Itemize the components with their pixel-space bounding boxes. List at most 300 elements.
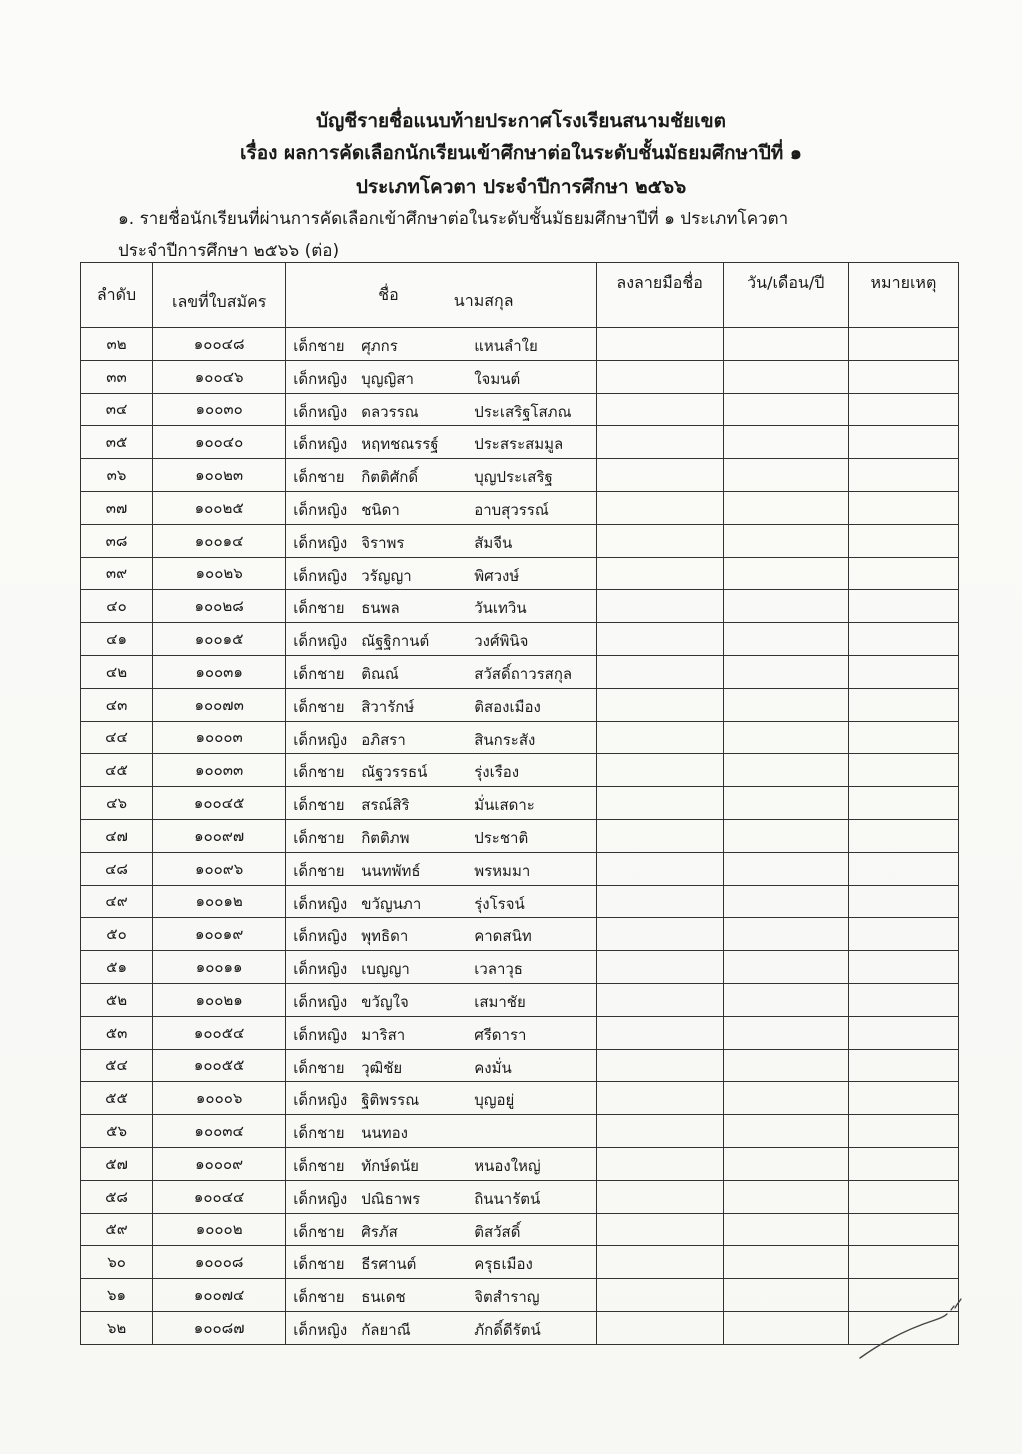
row-application-number: ๑๐๐๙๗ (153, 819, 286, 852)
row-first-name: กิตติภพ (361, 828, 410, 847)
row-prefix: เด็กชาย (293, 796, 345, 815)
row-signature-cell (596, 1049, 723, 1082)
row-name (286, 1213, 596, 1246)
row-last-name: อาบสุวรรณ์ (474, 500, 549, 519)
table-row (81, 688, 959, 721)
row-no: ๔๖ (81, 787, 153, 820)
row-name (286, 688, 596, 721)
row-note-cell (848, 1147, 958, 1180)
row-date-cell (723, 688, 848, 721)
row-note-cell (848, 426, 958, 459)
row-last-name: ครุธเมือง (474, 1255, 533, 1274)
row-name (286, 819, 596, 852)
row-signature-cell (596, 557, 723, 590)
row-application-number: ๑๐๐๓๓ (153, 754, 286, 787)
row-note-cell (848, 983, 958, 1016)
row-no: ๕๒ (81, 983, 153, 1016)
row-signature-cell (596, 459, 723, 492)
header-signature: ลงลายมือชื่อ (596, 263, 723, 328)
row-application-number: ๑๐๐๕๔ (153, 1016, 286, 1049)
table-header-row (81, 263, 959, 328)
row-name (286, 360, 596, 393)
row-note-cell (848, 1082, 958, 1115)
row-first-name: สรณ์สิริ (361, 796, 410, 815)
row-prefix: เด็กหญิง (293, 533, 348, 552)
row-name (286, 328, 596, 361)
row-date-cell (723, 1082, 848, 1115)
row-application-number: ๑๐๐๒๖ (153, 557, 286, 590)
row-last-name: ภักดิ์ดีรัตน์ (474, 1320, 541, 1339)
row-no: ๓๗ (81, 491, 153, 524)
table-row (81, 590, 959, 623)
row-prefix: เด็กหญิง (293, 927, 348, 946)
table-row (81, 459, 959, 492)
table-row (81, 623, 959, 656)
row-date-cell (723, 328, 848, 361)
table-row (81, 885, 959, 918)
table-row (81, 1082, 959, 1115)
row-application-number: ๑๐๐๔๔ (153, 1180, 286, 1213)
row-last-name: รุ่งโรจน์ (474, 894, 525, 913)
row-application-number: ๑๐๐๐๖ (153, 1082, 286, 1115)
intro-line-2: ประจำปีการศึกษา ๒๕๖๖ (ต่อ) (118, 241, 340, 261)
row-no: ๔๓ (81, 688, 153, 721)
row-signature-cell (596, 328, 723, 361)
row-first-name: ศิรภัส (361, 1222, 398, 1241)
row-first-name: หฤทชณรรฐ์ (361, 435, 439, 454)
row-date-cell (723, 1016, 848, 1049)
row-prefix: เด็กชาย (293, 468, 345, 487)
row-name (286, 951, 596, 984)
row-application-number: ๑๐๐๔๕ (153, 787, 286, 820)
row-no: ๔๘ (81, 852, 153, 885)
row-prefix: เด็กหญิง (293, 1189, 348, 1208)
table-row (81, 918, 959, 951)
header-no: ลำดับ (81, 263, 153, 328)
row-application-number: ๑๐๐๘๗ (153, 1311, 286, 1344)
row-prefix: เด็กหญิง (293, 992, 348, 1011)
row-note-cell (848, 623, 958, 656)
row-date-cell (723, 852, 848, 885)
row-note-cell (848, 885, 958, 918)
row-application-number: ๑๐๐๑๕ (153, 623, 286, 656)
row-application-number: ๑๐๐๑๑ (153, 951, 286, 984)
row-date-cell (723, 590, 848, 623)
row-last-name: สินกระสัง (474, 730, 536, 749)
row-date-cell (723, 360, 848, 393)
row-no: ๔๑ (81, 623, 153, 656)
row-signature-cell (596, 491, 723, 524)
row-prefix: เด็กหญิง (293, 960, 348, 979)
row-prefix: เด็กหญิง (293, 730, 348, 749)
row-signature-cell (596, 721, 723, 754)
row-first-name: กัลยาณี (361, 1320, 411, 1339)
row-last-name: พิศวงษ์ (474, 566, 520, 585)
header-date: วัน/เดือน/ปี (723, 263, 848, 328)
row-last-name: พรหมมา (474, 861, 531, 880)
row-signature-cell (596, 852, 723, 885)
row-no: ๕๗ (81, 1147, 153, 1180)
table-row (81, 655, 959, 688)
row-first-name: ณัฐฐิกานต์ (361, 632, 430, 651)
row-note-cell (848, 721, 958, 754)
row-application-number: ๑๐๐๑๙ (153, 918, 286, 951)
row-prefix: เด็กชาย (293, 763, 345, 782)
row-signature-cell (596, 1180, 723, 1213)
table-body (81, 328, 959, 1345)
row-last-name: ศรีดารา (474, 1025, 527, 1044)
row-note-cell (848, 1049, 958, 1082)
row-first-name: พุทธิดา (361, 927, 409, 946)
row-name (286, 426, 596, 459)
row-signature-cell (596, 819, 723, 852)
row-application-number: ๑๐๐๔๖ (153, 360, 286, 393)
table-row (81, 393, 959, 426)
row-signature-cell (596, 1082, 723, 1115)
row-no: ๕๕ (81, 1082, 153, 1115)
row-name (286, 1246, 596, 1279)
row-prefix: เด็กชาย (293, 1255, 345, 1274)
row-prefix: เด็กชาย (293, 664, 345, 683)
row-date-cell (723, 459, 848, 492)
row-application-number: ๑๐๐๑๔ (153, 524, 286, 557)
row-last-name: มั่นเสดาะ (474, 796, 535, 815)
row-first-name: สิวารักษ์ (361, 697, 415, 716)
row-note-cell (848, 655, 958, 688)
row-last-name: เวลาวุธ (474, 960, 523, 979)
row-name (286, 721, 596, 754)
row-note-cell (848, 1213, 958, 1246)
row-first-name: ธนเดช (361, 1288, 406, 1307)
table-row (81, 983, 959, 1016)
row-application-number: ๑๐๐๒๑ (153, 983, 286, 1016)
row-date-cell (723, 754, 848, 787)
row-no: ๕๑ (81, 951, 153, 984)
row-signature-cell (596, 983, 723, 1016)
row-prefix: เด็กชาย (293, 697, 345, 716)
row-no: ๖๐ (81, 1246, 153, 1279)
row-no: ๓๒ (81, 328, 153, 361)
row-prefix: เด็กหญิง (293, 1320, 348, 1339)
row-last-name: ถินนารัตน์ (474, 1189, 541, 1208)
row-date-cell (723, 1180, 848, 1213)
row-application-number: ๑๐๐๐๙ (153, 1147, 286, 1180)
row-name (286, 1311, 596, 1344)
row-prefix: เด็กชาย (293, 1156, 345, 1175)
header-first-name: ชื่อ (378, 284, 399, 304)
row-last-name: ประสระสมมูล (474, 435, 564, 454)
row-first-name: บุญญิสา (361, 369, 414, 388)
row-name (286, 1147, 596, 1180)
table-row (81, 1016, 959, 1049)
row-prefix: เด็กหญิง (293, 632, 348, 651)
table-row (81, 1311, 959, 1344)
row-first-name: จิราพร (361, 533, 405, 552)
row-note-cell (848, 393, 958, 426)
row-last-name: วันเทวิน (474, 599, 527, 618)
row-application-number: ๑๐๐๒๘ (153, 590, 286, 623)
row-first-name: ขวัญใจ (361, 992, 409, 1011)
row-no: ๕๔ (81, 1049, 153, 1082)
row-last-name: จิตสำราญ (474, 1288, 540, 1307)
row-name (286, 655, 596, 688)
row-signature-cell (596, 688, 723, 721)
row-last-name: ประเสริฐโสภณ (474, 402, 572, 421)
row-no: ๕๖ (81, 1115, 153, 1148)
row-note-cell (848, 1180, 958, 1213)
row-first-name: ชนิดา (361, 500, 400, 519)
row-no: ๖๑ (81, 1279, 153, 1312)
row-prefix: เด็กหญิง (293, 435, 348, 454)
table-row (81, 1049, 959, 1082)
table-row (81, 1147, 959, 1180)
table-row (81, 426, 959, 459)
row-signature-cell (596, 1115, 723, 1148)
row-name (286, 1180, 596, 1213)
row-no: ๕๘ (81, 1180, 153, 1213)
row-signature-cell (596, 1213, 723, 1246)
row-date-cell (723, 918, 848, 951)
row-last-name: ใจมนต์ (474, 369, 521, 388)
row-no: ๕๙ (81, 1213, 153, 1246)
row-note-cell (848, 1115, 958, 1148)
row-no: ๓๙ (81, 557, 153, 590)
row-signature-cell (596, 1016, 723, 1049)
table-row (81, 852, 959, 885)
row-date-cell (723, 983, 848, 1016)
row-application-number: ๑๐๐๒๕ (153, 491, 286, 524)
row-no: ๔๒ (81, 655, 153, 688)
row-last-name: คาดสนิท (474, 927, 532, 946)
row-prefix: เด็กหญิง (293, 894, 348, 913)
row-date-cell (723, 623, 848, 656)
row-first-name: วุฒิชัย (361, 1058, 403, 1077)
row-first-name: กิตติศักดิ์ (361, 468, 419, 487)
row-signature-cell (596, 754, 723, 787)
intro-line-1: ๑. รายชื่อนักเรียนที่ผ่านการคัดเลือกเข้าศึกษาต่อในระดับชั้นมัธยมศึกษาปีที่ ๑ ประเภทโควตา (118, 209, 789, 229)
header-note: หมายเหตุ (848, 263, 958, 328)
row-first-name: ขวัญนภา (361, 894, 422, 913)
row-date-cell (723, 1147, 848, 1180)
row-application-number: ๑๐๐๗๓ (153, 688, 286, 721)
row-note-cell (848, 951, 958, 984)
row-prefix: เด็กหญิง (293, 500, 348, 519)
row-note-cell (848, 328, 958, 361)
row-first-name: เบญญา (361, 960, 410, 979)
row-name (286, 918, 596, 951)
row-date-cell (723, 885, 848, 918)
row-prefix: เด็กชาย (293, 828, 345, 847)
header-title-line-3: ประเภทโควตา ประจำปีการศึกษา ๒๕๖๖ (355, 176, 687, 198)
row-last-name: บุญประเสริฐ (474, 468, 553, 487)
row-first-name: อภิสรา (361, 730, 406, 749)
row-note-cell (848, 524, 958, 557)
row-note-cell (848, 819, 958, 852)
row-note-cell (848, 1246, 958, 1279)
row-signature-cell (596, 885, 723, 918)
student-list-table (80, 262, 959, 1345)
row-last-name: ติสวัสดิ์ (474, 1222, 521, 1241)
row-last-name: สวัสดิ์ถาวรสกุล (474, 664, 573, 683)
row-application-number: ๑๐๐๐๒ (153, 1213, 286, 1246)
table-row (81, 1115, 959, 1148)
row-date-cell (723, 524, 848, 557)
row-application-number: ๑๐๐๔๐ (153, 426, 286, 459)
row-prefix: เด็กชาย (293, 1058, 345, 1077)
row-no: ๖๒ (81, 1311, 153, 1344)
row-signature-cell (596, 655, 723, 688)
row-date-cell (723, 819, 848, 852)
row-no: ๕๓ (81, 1016, 153, 1049)
row-no: ๔๙ (81, 885, 153, 918)
row-application-number: ๑๐๐๓๔ (153, 1115, 286, 1148)
row-last-name: แหนลำใย (474, 337, 538, 355)
row-prefix: เด็กชาย (293, 1222, 345, 1241)
row-no: ๓๘ (81, 524, 153, 557)
row-date-cell (723, 426, 848, 459)
row-note-cell (848, 1016, 958, 1049)
table-row (81, 491, 959, 524)
row-signature-cell (596, 360, 723, 393)
row-prefix: เด็กชาย (293, 1124, 345, 1143)
row-last-name: คงมั่น (474, 1058, 512, 1077)
row-note-cell (848, 459, 958, 492)
row-first-name: ดลวรรณ (361, 402, 419, 421)
row-application-number: ๑๐๐๓๐ (153, 393, 286, 426)
table-row (81, 524, 959, 557)
row-signature-cell (596, 1311, 723, 1344)
row-name (286, 491, 596, 524)
row-last-name: สัมจีน (474, 533, 513, 552)
table-row (81, 951, 959, 984)
table-row (81, 819, 959, 852)
row-application-number: ๑๐๐๙๖ (153, 852, 286, 885)
row-prefix: เด็กชาย (293, 1288, 345, 1307)
row-date-cell (723, 1246, 848, 1279)
row-prefix: เด็กชาย (293, 599, 345, 618)
signature-mark (855, 1290, 975, 1370)
row-first-name: มาริสา (361, 1025, 406, 1044)
header-application-number: เลขที่ใบสมัคร (153, 263, 286, 328)
row-no: ๔๗ (81, 819, 153, 852)
row-last-name: บุญอยู่ (474, 1091, 515, 1110)
row-signature-cell (596, 1246, 723, 1279)
row-name (286, 1082, 596, 1115)
row-application-number: ๑๐๐๓๑ (153, 655, 286, 688)
row-prefix: เด็กหญิง (293, 369, 348, 388)
row-application-number: ๑๐๐๐๘ (153, 1246, 286, 1279)
row-signature-cell (596, 1147, 723, 1180)
row-date-cell (723, 787, 848, 820)
row-no: ๔๔ (81, 721, 153, 754)
row-name (286, 1016, 596, 1049)
row-name (286, 1279, 596, 1312)
row-signature-cell (596, 951, 723, 984)
row-application-number: ๑๐๐๗๔ (153, 1279, 286, 1312)
row-date-cell (723, 655, 848, 688)
row-application-number: ๑๐๐๑๒ (153, 885, 286, 918)
row-last-name: ติสองเมือง (474, 697, 541, 716)
row-note-cell (848, 491, 958, 524)
row-date-cell (723, 1213, 848, 1246)
row-first-name: วรัญญา (361, 566, 412, 585)
row-name (286, 1115, 596, 1148)
header-last-name: นามสกุล (453, 290, 514, 310)
row-note-cell (848, 688, 958, 721)
row-no: ๓๓ (81, 360, 153, 393)
row-first-name: ฐิติพรรณ (361, 1091, 420, 1110)
table-row (81, 1279, 959, 1312)
row-prefix: เด็กหญิง (293, 566, 348, 585)
row-application-number: ๑๐๐๔๘ (153, 328, 286, 361)
row-first-name: ทักษ์ดนัย (361, 1156, 419, 1175)
row-last-name: วงศ์พินิจ (474, 632, 529, 651)
table-row (81, 328, 959, 361)
row-prefix: เด็กหญิง (293, 1025, 348, 1044)
row-application-number: ๑๐๐๕๕ (153, 1049, 286, 1082)
row-last-name: ประชาติ (474, 828, 529, 847)
row-note-cell (848, 787, 958, 820)
row-name (286, 524, 596, 557)
row-last-name: รุ่งเรือง (474, 763, 520, 782)
table-row (81, 787, 959, 820)
table-row (81, 360, 959, 393)
row-no: ๔๕ (81, 754, 153, 787)
row-signature-cell (596, 787, 723, 820)
row-note-cell (848, 360, 958, 393)
row-name (286, 459, 596, 492)
row-date-cell (723, 1049, 848, 1082)
row-last-name: หนองใหญ่ (474, 1156, 541, 1175)
table-row (81, 721, 959, 754)
header-name (286, 263, 596, 328)
row-last-name: เสมาชัย (474, 992, 526, 1011)
row-date-cell (723, 951, 848, 984)
header-title-line-2: เรื่อง ผลการคัดเลือกนักเรียนเข้าศึกษาต่อในระดับชั้นมัธยมศึกษาปีที่ ๑ (240, 142, 802, 164)
row-name (286, 787, 596, 820)
row-application-number: ๑๐๐๐๓ (153, 721, 286, 754)
row-note-cell (848, 754, 958, 787)
row-signature-cell (596, 393, 723, 426)
row-date-cell (723, 491, 848, 524)
row-prefix: เด็กชาย (293, 337, 345, 355)
row-date-cell (723, 1115, 848, 1148)
table-row (81, 754, 959, 787)
row-signature-cell (596, 524, 723, 557)
row-prefix: เด็กหญิง (293, 402, 348, 421)
row-first-name: ธนพล (361, 599, 400, 618)
row-first-name: ติณณ์ (361, 664, 399, 683)
row-signature-cell (596, 426, 723, 459)
row-prefix: เด็กชาย (293, 861, 345, 880)
row-date-cell (723, 1311, 848, 1344)
row-name (286, 1049, 596, 1082)
table-row (81, 557, 959, 590)
row-signature-cell (596, 918, 723, 951)
row-signature-cell (596, 590, 723, 623)
row-name (286, 590, 596, 623)
table-row (81, 1246, 959, 1279)
row-application-number: ๑๐๐๒๓ (153, 459, 286, 492)
row-date-cell (723, 721, 848, 754)
row-no: ๓๕ (81, 426, 153, 459)
row-date-cell (723, 1279, 848, 1312)
row-name (286, 557, 596, 590)
table-row (81, 1213, 959, 1246)
row-name (286, 852, 596, 885)
row-first-name: ศุภกร (361, 337, 398, 355)
row-first-name: นนทอง (361, 1124, 408, 1143)
